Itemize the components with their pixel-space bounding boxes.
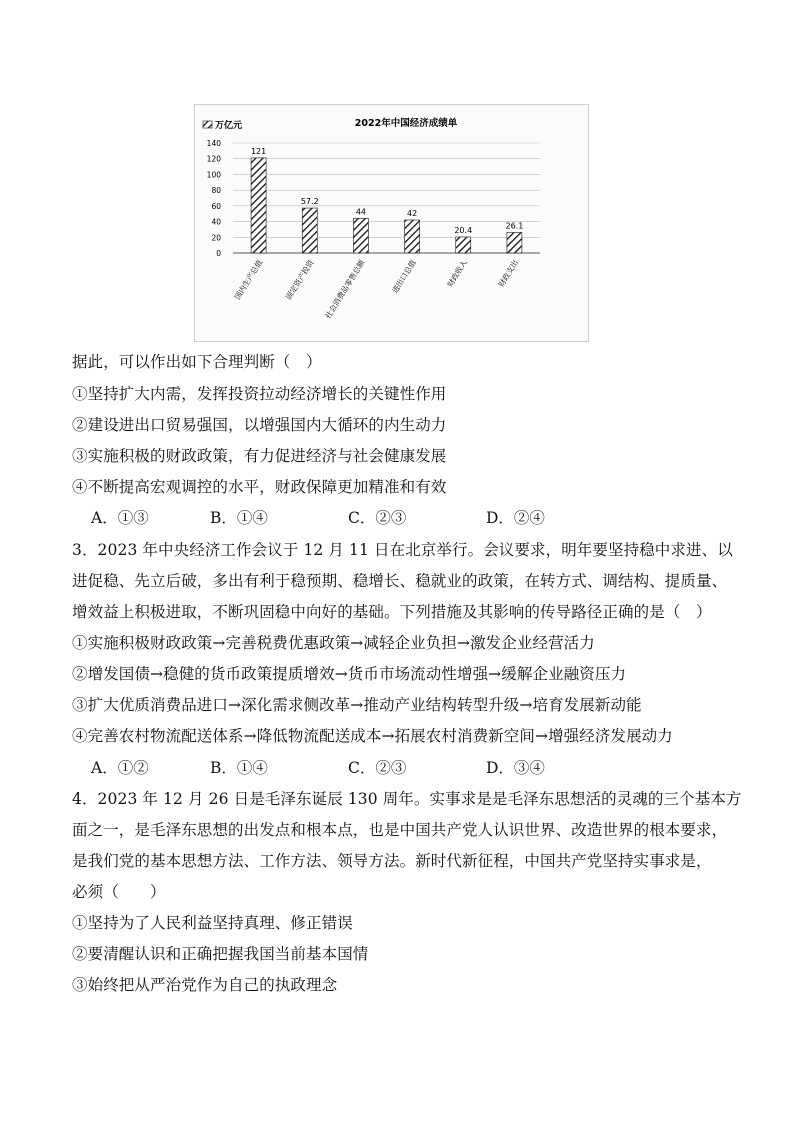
q2-item-1: ①坚持扩大内需，发挥投资拉动经济增长的关键性作用 (72, 385, 447, 403)
q3-item-1: ①实施积极财政政策→完善税费优惠政策→减轻企业负担→激发企业经营活力 (72, 634, 595, 652)
q2-option-d[interactable]: D．②④ (486, 509, 545, 527)
x-category-label: 社会消费品零售总额 (323, 258, 367, 321)
x-category-label: 国内生产总值 (232, 258, 265, 302)
y-tick-label: 140 (206, 139, 221, 148)
y-tick-label: 20 (211, 233, 221, 243)
bar-value-label: 20.4 (454, 225, 473, 235)
bar-value-label: 26.1 (505, 221, 524, 231)
q3-item-2: ②增发国债→稳健的货币政策提质增效→货币市场流动性增强→缓解企业融资压力 (72, 665, 627, 683)
q4-line-1: 4．2023 年 12 月 26 日是毛泽东诞辰 130 周年。实事求是是毛泽东思想活的灵魂的三个基本方 (72, 790, 742, 808)
q2-option-c[interactable]: C．②③ (348, 509, 407, 527)
bar-value-label: 44 (355, 207, 367, 217)
chart-title: 2022年中国经济成绩单 (354, 118, 458, 129)
chart-legend (203, 119, 242, 131)
x-category-label: 财政收入 (445, 258, 469, 289)
x-category-label: 进出口总值 (390, 258, 418, 295)
bar-chart (195, 105, 588, 341)
bar (405, 220, 420, 253)
y-tick-label: 120 (206, 154, 221, 164)
q4-line-3: 是我们党的基本思想方法、工作方法、领导方法。新时代新征程，中国共产党坚持实事求是， (72, 852, 712, 870)
q2-stem: 据此，可以作出如下合理判断（ ） (72, 353, 322, 371)
bar-value-label: 121 (250, 146, 267, 156)
q4-item-2: ②要清醒认识和正确把握我国当前基本国情 (72, 945, 369, 963)
x-category-label: 固定资产投资 (283, 258, 316, 302)
q2-option-b[interactable]: B．①④ (210, 509, 268, 527)
q3-option-d[interactable]: D．③④ (486, 759, 545, 777)
bar-value-label: 57.2 (300, 197, 319, 207)
q3-option-c[interactable]: C．②③ (348, 759, 407, 777)
q3-line-1: 3．2023 年中央经济工作会议于 12 月 11 日在北京举行。会议要求，明年要坚持稳中求进、以 (72, 541, 733, 559)
bar (302, 208, 317, 253)
q3-item-4: ④完善农村物流配送体系→降低物流配送成本→拓展农村消费新空间→增强经济发展动力 (72, 727, 673, 745)
q4-line-4: 必须（ ） (72, 883, 166, 901)
q3-line-2: 进促稳、先立后破，多出有利于稳预期、稳增长、稳就业的政策，在转方式、调结构、提质量、 (72, 572, 728, 590)
y-tick-label: 40 (211, 217, 221, 227)
x-category-label: 财政支出 (496, 258, 521, 289)
y-tick-label: 80 (211, 186, 221, 196)
economy-chart (194, 104, 589, 342)
y-tick-label: 60 (211, 201, 221, 211)
q2-item-4: ④不断提高宏观调控的水平，财政保障更加精准和有效 (72, 478, 447, 496)
bar (456, 237, 471, 253)
legend-label: 万亿元 (215, 121, 243, 131)
q3-item-3: ③扩大优质消费品进口→深化需求侧改革→推动产业结构转型升级→培育发展新动能 (72, 696, 642, 714)
q3-line-3: 增效益上积极进取，不断巩固稳中向好的基础。下列措施及其影响的传导路径正确的是（ ） (72, 603, 712, 621)
bar (507, 232, 522, 253)
y-tick-label: 100 (206, 170, 221, 180)
bar (353, 218, 368, 253)
y-tick-label: 0 (216, 249, 221, 258)
q4-item-3: ③始终把从严治党作为自己的执政理念 (72, 976, 338, 994)
q4-line-2: 面之一，是毛泽东思想的出发点和根本点，也是中国共产党人认识世界、改造世界的根本要求， (72, 821, 728, 839)
q3-option-a[interactable]: A．①② (91, 759, 149, 777)
q4-item-1: ①坚持为了人民利益坚持真理、修正错误 (72, 914, 353, 932)
bar-value-label: 42 (406, 209, 418, 218)
q2-option-a[interactable]: A．①③ (91, 509, 149, 527)
bar (251, 158, 266, 253)
q2-item-3: ③实施积极的财政政策，有力促进经济与社会健康发展 (72, 447, 447, 465)
q2-item-2: ②建设进出口贸易强国，以增强国内大循环的内生动力 (72, 416, 447, 434)
legend-swatch (203, 121, 212, 128)
q3-option-b[interactable]: B．①④ (210, 759, 268, 777)
